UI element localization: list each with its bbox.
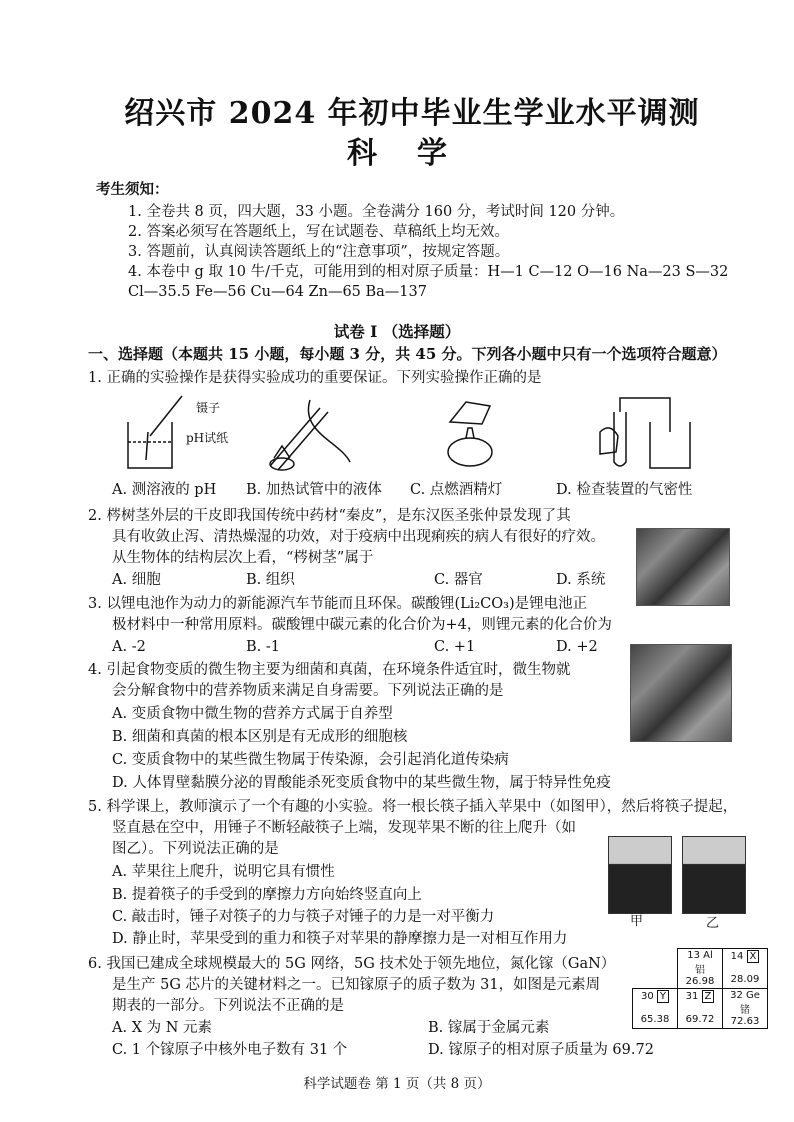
q5-label-yi: 乙 <box>706 916 720 931</box>
cell-z: 31 Z 69.72 <box>678 989 723 1029</box>
q5-photo-yi <box>682 836 746 914</box>
q4-option-c: C. 变质食物中的某些微生物属于传染源，会引起消化道传染病 <box>112 752 509 768</box>
q1-option-d: D. 检查装置的气密性 <box>556 482 693 498</box>
q3-option-b: B. -1 <box>246 639 280 655</box>
page-footer: 科学试题卷 第 1 页（共 8 页） <box>303 1076 491 1092</box>
q5-line-3: 图乙）。下列说法正确的是 <box>112 841 279 857</box>
q4-line-2: 会分解食物中的营养物质来满足自身需要。下列说法正确的是 <box>112 683 504 699</box>
q3-option-c: C. +1 <box>434 639 476 655</box>
q5-line-1: 5. 科学课上，教师演示了一个有趣的小实验。将一根长筷子插入苹果中（如图甲），然后将筷子提起， <box>88 799 738 815</box>
q6-line-2: 是生产 5G 芯片的关键材料之一。已知镓原子的质子数为 31，如图是元素周 <box>112 977 601 993</box>
q4-option-d: D. 人体胃壁黏膜分泌的胃酸能杀死变质食物中的某些微生物，属于特异性免疫 <box>112 775 611 791</box>
q3-line-1: 3. 以锂电池作为动力的新能源汽车节能而且环保。碳酸锂(Li₂CO₃)是锂电池正 <box>88 596 588 612</box>
periodic-table-fragment <box>632 948 768 1029</box>
q6-option-c: C. 1 个镓原子中核外电子数有 31 个 <box>112 1042 348 1058</box>
q1-stem: 1. 正确的实验操作是获得实验成功的重要保证。下列实验操作正确的是 <box>88 370 542 386</box>
q2-option-a: A. 细胞 <box>112 572 161 588</box>
subject-title: 科学 <box>347 136 487 171</box>
cell-x: 14 X 28.09 <box>723 949 768 989</box>
paper-title: 试卷 I （选择题） <box>333 322 461 341</box>
q6-option-a: A. X 为 N 元素 <box>112 1020 213 1036</box>
q4-option-b: B. 细菌和真菌的根本区别是有无成形的细胞核 <box>112 729 408 745</box>
q1-label-ph-paper: pH试纸 <box>186 431 229 445</box>
cell-al: 13 Al 铝 26.98 <box>678 949 723 989</box>
q5-option-d: D. 静止时，苹果受到的重力和筷子对苹果的静摩擦力是一对相互作用力 <box>112 931 568 947</box>
q2-line-3: 从生物体的结构层次上看，“梣树茎”属于 <box>112 550 374 566</box>
fig-b-heating <box>270 400 350 470</box>
q5-label-jia: 甲 <box>630 914 644 929</box>
notice-item-3: 3. 答题前，认真阅读答题纸上的“注意事项”，按规定答题。 <box>128 244 510 260</box>
q5-option-b: B. 提着筷子的手受到的摩擦力方向始终竖直向上 <box>112 887 422 903</box>
cell-y: 30 Y 65.38 <box>633 989 678 1029</box>
q2-plant-photo <box>636 528 730 606</box>
q4-line-1: 4. 引起食物变质的微生物主要为细菌和真菌，在环境条件适宜时，微生物就 <box>88 662 571 678</box>
q5-photo-jia <box>608 836 672 914</box>
q2-option-b: B. 组织 <box>246 572 295 588</box>
cell-ge: 32 Ge 锗 72.63 <box>723 989 768 1029</box>
q5-option-c: C. 敲击时，锤子对筷子的力与筷子对锤子的力是一对平衡力 <box>112 909 495 925</box>
q3-line-2: 极材料中一种常用原料。碳酸锂中碳元素的化合价为+4，则锂元素的化合价为 <box>112 617 612 633</box>
q6-line-3: 期表的一部分。下列说法不正确的是 <box>112 998 344 1014</box>
q2-option-d: D. 系统 <box>556 572 606 588</box>
q5-option-a: A. 苹果往上爬升，说明它具有惯性 <box>112 864 335 880</box>
q1-label-tweezers: 镊子 <box>196 401 221 415</box>
q4-food-photo <box>630 644 732 742</box>
fig-a-ph-test <box>128 396 182 468</box>
q4-option-a: A. 变质食物中微生物的营养方式属于自养型 <box>112 706 393 722</box>
notice-item-1: 1. 全卷共 8 页，四大题，33 小题。全卷满分 160 分，考试时间 120 分钟。 <box>128 204 625 220</box>
fig-d-airtight <box>600 398 690 468</box>
notice-item-4-cont: Cl—35.5 Fe—56 Cu—64 Zn—65 Ba—137 <box>128 284 427 300</box>
q3-option-d: D. +2 <box>556 639 598 655</box>
q1-option-a: A. 测溶液的 pH <box>112 482 217 498</box>
q6-option-b: B. 镓属于金属元素 <box>428 1020 550 1036</box>
q5-line-2: 竖直悬在空中，用锤子不断轻敲筷子上端，发现苹果不断的往上爬升（如 <box>112 820 576 836</box>
q3-option-a: A. -2 <box>112 639 146 655</box>
notice-heading: 考生须知： <box>96 181 169 198</box>
q2-option-c: C. 器官 <box>434 572 483 588</box>
q6-option-d: D. 镓原子的相对原子质量为 69.72 <box>428 1042 654 1058</box>
q1-option-c: C. 点燃酒精灯 <box>410 482 503 498</box>
fig-c-lamp <box>448 402 492 466</box>
q2-line-1: 2. 梣树茎外层的干皮即我国传统中药材“秦皮”，是东汉医圣张仲景发现了其 <box>88 508 571 524</box>
section-heading: 一、选择题（本题共 15 小题，每小题 3 分，共 45 分。下列各小题中只有一个选项符合题意） <box>88 345 727 363</box>
q6-line-1: 6. 我国已建成全球规模最大的 5G 网络，5G 技术处于领先地位，氮化镓（GaN） <box>88 956 616 972</box>
q1-option-b: B. 加热试管中的液体 <box>246 482 382 498</box>
exam-title: 绍兴市 2024 年初中毕业生学业水平调测 <box>124 96 700 131</box>
notice-item-2: 2. 答案必须写在答题纸上，写在试题卷、草稿纸上均无效。 <box>128 224 509 240</box>
q2-line-2: 具有收敛止泻、清热燥湿的功效，对于疫病中出现痢疾的病人有很好的疗效。 <box>112 529 605 545</box>
notice-item-4: 4. 本卷中 g 取 10 牛/千克，可能用到的相对原子质量：H—1 C—12 O—16 Na—23 S—32 <box>128 264 729 280</box>
